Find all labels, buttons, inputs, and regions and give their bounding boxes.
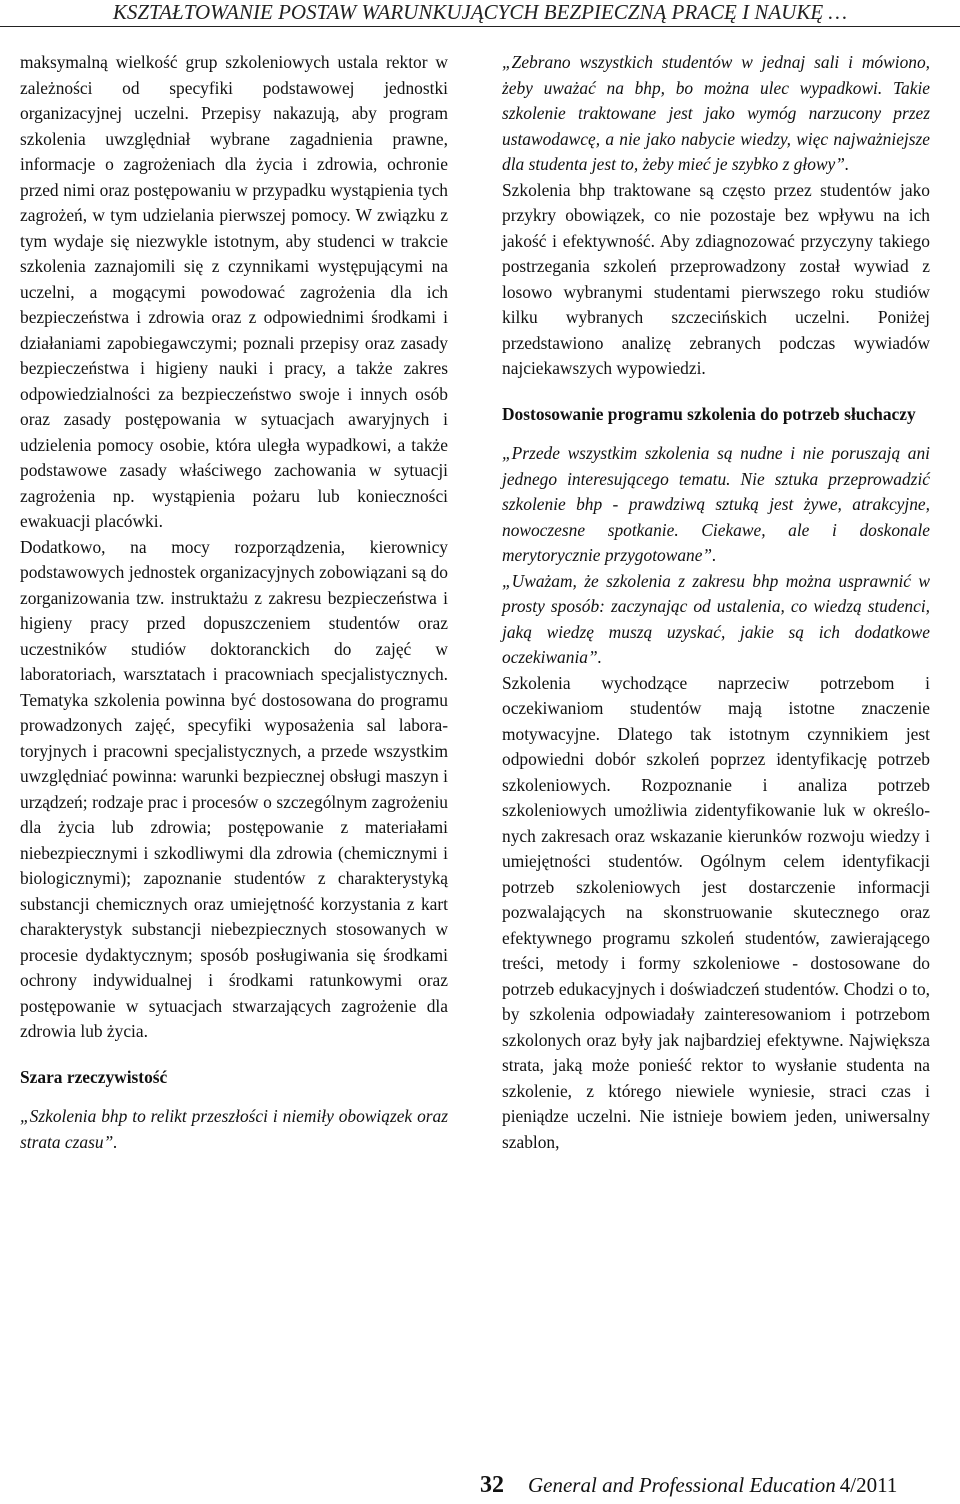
- student-quote: „Zebrano wszystkich studentów w jednaj sali i mówiono, żeby uważać na bhp, bo można ulec wypadkowi. Takie szkolenie traktowane jest jako wymóg narzucony przez ustawodawcę, a nie jako nabycie wiedzy, więc najważniejsze dla studenta jest to, żeby mieć je szybko z głowy”.: [502, 52, 930, 174]
- journal-issue: 4/2011: [839, 1473, 898, 1497]
- body-paragraph: Szkolenia bhp traktowane są często przez studentów jako przykry obowiązek, co nie pozostaje bez wpływu na ich jakość i efektywność. Aby zdiagnozować przyczyny takiego postrzegania szkoleń przeprowadzony został wywiad z losowo wybranymi studentami pierwszego roku studiów kilku wybranych szczecińskich uczelni. Poniżej przedstawiono analizę zebranych podczas wywiadów najciekawszych wypowiedzi.: [502, 179, 930, 378]
- student-quote: „Przede wszystkim szkolenia są nudne i nie poruszają ani jednego interesującego tematu. Nie sztuka przeprowadzić szkolenie bhp - prawdziwą sztuką jest żywe, atrakcyjne, nowoczesne spotkanie. Ciekawe, ale i doskonale merytorycznie przygotowane”.: [502, 443, 930, 565]
- section-heading: Szara rzeczywistość: [20, 1066, 168, 1087]
- page-number: 32: [480, 1472, 504, 1498]
- body-paragraph: Szkolenia wychodzące naprzeciw potrzebom i oczekiwaniom studentów mają istotne znaczenie motywacyjne. Dlatego tak istotnym czynnikiem jest odpowiedni dobór szkoleń poprzez identyfikację potrzeb szkoleniowych. Rozpoznanie i analiza potrzeb szkoleniowych umożliwia zidentyfikowanie luk w określonych zakresach oraz wskazanie kierunków rozwoju wiedzy i umiejętności studentów. Ogólnym celem identyfikacji potrzeb szkoleniowych jest dostarczenie informacji pozwalających na skonstruowanie skutecznego oraz efektywnego programu szkoleń studentów, zawierającego treści, metody i formy szkoleniowe - dostosowane do potrzeb edukacyjnych i doświadczeń studentów. Chodzi o to, by szkolenia odpowiadały zainteresowaniom i potrzebom szkolonych oraz były jak najbardziej efektywne. Największa strata, jaką może ponieść rektor to wysłanie studenta na szkolenie, z którego niewiele wyniesie, straci czas i pieniądze uczelni. Nie istnieje bowiem jeden, uniwersalny szablon,: [502, 672, 930, 1152]
- left-column: [20, 50, 448, 1155]
- body-paragraph: Dodatkowo, na mocy rozporządzenia, kierownicy podstawowych jednostek organizacyjnych zobowiązani są do zorganizowania tzw. instruktażu z zakresu bezpieczeństwa i higieny pracy przed dopuszczeniem studentów oraz uczestników studiów doktoranckich do zajęć w laboratoriach, warsztatach i pracowniach specjalistycznych. Tematyka szkolenia powinna być dostosowana do programu prowadzonych zajęć, specyfiki wyposażenia sal laboratoryjnych i pracowni specjalistycznych, a przede wszystkim uwzględniać powinna: warunki bezpiecznej obsługi maszyn i urządzeń; rodzaje prac i procesów o szczególnym zagrożeniu dla życia lub zdrowia; postępowanie z materiałami niebezpiecznymi i szkodliwymi dla zdrowia (chemicznymi i biologicznymi); zapoznanie studentów z charakterystyką substancji chemicznych oraz umiejętność korzystania z kart charakterystyk substancji niebezpiecznych stosowanych w procesie dydaktycznym; sposób posługiwania się środkami ochrony indywidualnej i środkami ratunkowymi oraz postępowanie w sytuacjach stwarzających zagrożenie dla zdrowia lub życia.: [20, 536, 448, 1041]
- student-quote: „Uważam, że szkolenia z zakresu bhp można usprawnić w prosty sposób: zaczynając od ustalenia, co wiedzą studenci, jaką wiedzę muszą uzyskać, jakie są ich dodatkowe oczekiwania”.: [502, 570, 930, 667]
- body-paragraph: maksymalną wielkość grup szkoleniowych ustala rektor w zależności od specyfiki podstawowej jednostki organizacyjnej uczelni. Przepisy nakazują, aby program szkolenia uwzględniał wybrane zagadnienia prawne, informacje o zagrożeniach dla życia i zdrowia, ochronie przed nimi oraz postępowaniu w przypadku wystąpienia tych zagrożeń, w tym udzielania pierwszej pomocy. W związku z tym wydaje się niezwykle istotnym, aby studenci w trakcie szkolenia zaznajomili się z czynnikami występującymi na uczelni, a mogącymi powodować zagrożenia dla ich bezpieczeństwa i zdrowia oraz z odpowiednimi środkami i działaniami zapobiegawczymi; poznali przepisy oraz zasady bezpieczeństwa i higieny nauki i pracy, a także zakres odpowiedzialności za bezpieczeństwo swoje i innych osób oraz zasady postępowania w sytuacjach awaryjnych i udzielenia pomocy osobie, która uległa wypadkowi, a także podstawowe zasady właściwego zachowania w sytuacji zagrożenia np. wystąpienia pożaru lub konieczności ewakuacji placówki.: [20, 52, 448, 531]
- journal-title: General and Professional Education: [528, 1473, 836, 1497]
- running-header: KSZTAŁTOWANIE POSTAW WARUNKUJĄCYCH BEZPIECZNĄ PRACĘ I NAUKĘ …: [0, 0, 960, 27]
- right-column: [502, 50, 930, 1155]
- student-quote: „Szkolenia bhp to relikt przeszłości i niemiły obowiązek oraz strata czasu”.: [20, 1106, 448, 1152]
- page-footer: [480, 1472, 897, 1502]
- section-heading: Dostosowanie programu szkolenia do potrzeb słuchaczy: [502, 403, 916, 424]
